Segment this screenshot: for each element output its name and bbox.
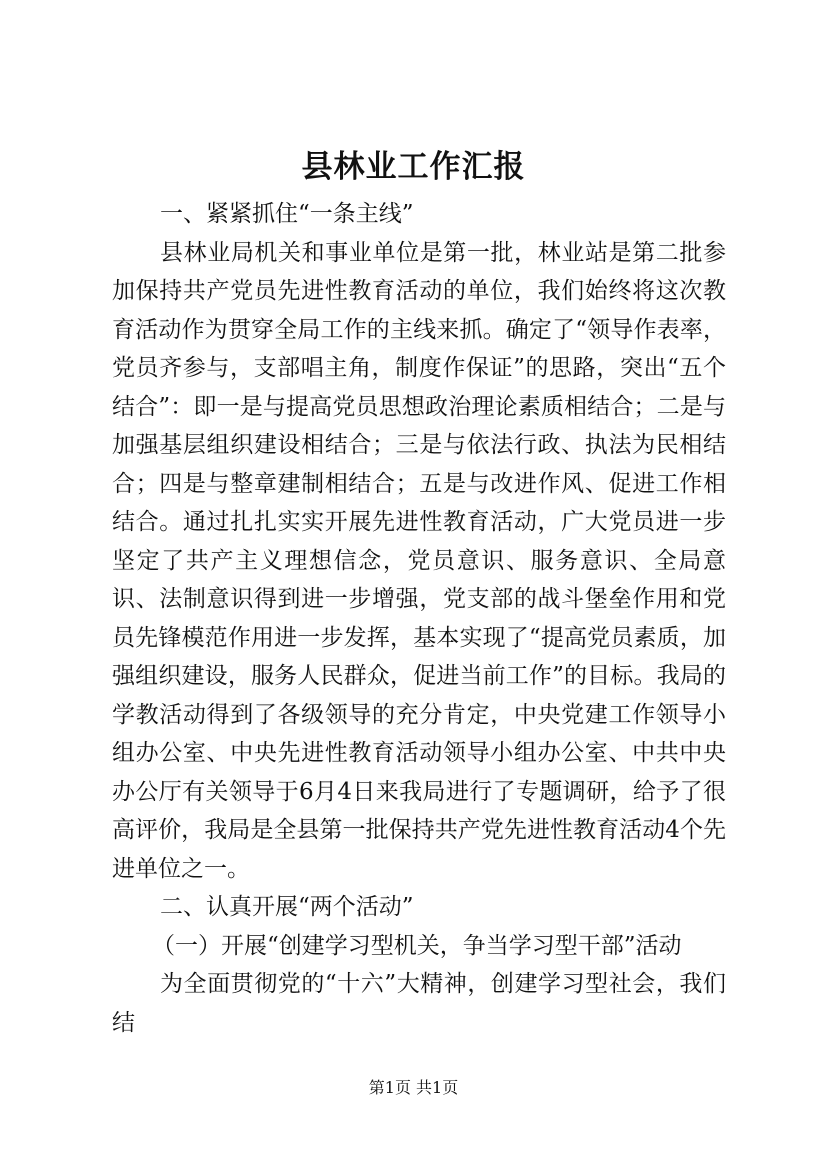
document-title: 县林业工作汇报 [301,149,526,185]
document-body [112,195,726,1042]
page-number-footer: 第1页 共1页 [368,1078,459,1097]
section-1-heading: 一、紧紧抓住“一条主线” [160,201,414,227]
subsection-1-paragraph: 为全面贯彻党的“十六”大精神，创建学习型社会，我们结 [112,971,726,1036]
section-1-paragraph: 县林业局机关和事业单位是第一批，林业站是第二批参加保持共产党员先进性教育活动的单位，我们始终将这次教育活动作为贯穿全局工作的主线来抓。确定了“领导作表率，党员齐参与，支部唱主角，制度作保证”的思路，突出“五个结合”：即一是与提高党员思想政治理论素质相结合；二是与加强基层组织建设相结合；三是与依法行政、执法为民相结合；四是与整章建制相结合；五是与改进作风、促进工作相结合。通过扎扎实实开展先进性教育活动，广大党员进一步坚定了共产主义理想信念，党员意识、服务意识、全局意识、法制意识得到进一步增强，党支部的战斗堡垒作用和党员先锋模范作用进一步发挥，基本实现了“提高党员素质，加强组织建设，服务人民群众，促进当前工作”的目标。我局的学教活动得到了各级领导的充分肯定，中央党建工作领导小组办公室、中央先进性教育活动领导小组办公室、中共中央办公厅有关领导于6月4日来我局进行了专题调研，给予了很高评价，我局是全县第一批保持共产党先进性教育活动4个先进单位之一。 [112,239,726,882]
section-2-heading: 二、认真开展“两个活动” [160,894,414,920]
subsection-1-heading: （一）开展“创建学习型机关，争当学习型干部”活动 [152,932,682,959]
